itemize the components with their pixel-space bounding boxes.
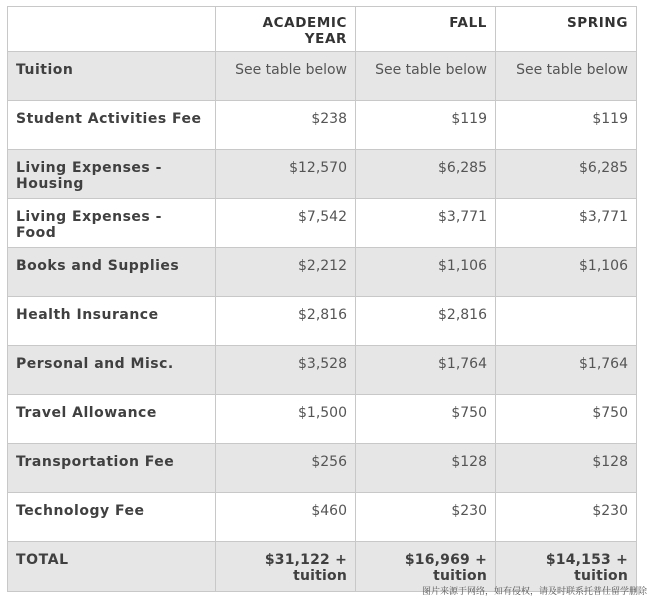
table-row bbox=[8, 395, 637, 444]
cost-table bbox=[7, 6, 637, 592]
table-header-row bbox=[8, 7, 637, 52]
table-row bbox=[8, 297, 637, 346]
header-fall: FALL bbox=[356, 7, 496, 52]
table-row bbox=[8, 493, 637, 542]
spring-cell: $1,106 bbox=[496, 248, 637, 297]
spring-cell: $1,764 bbox=[496, 346, 637, 395]
row-label: Transportation Fee bbox=[8, 444, 216, 493]
table-row bbox=[8, 199, 637, 248]
academic-year-cell: $256 bbox=[216, 444, 356, 493]
total-spring: $14,153 + tuition bbox=[496, 542, 637, 592]
fall-cell: $1,106 bbox=[356, 248, 496, 297]
row-label: Personal and Misc. bbox=[8, 346, 216, 395]
spring-cell bbox=[496, 297, 637, 346]
fall-cell: $3,771 bbox=[356, 199, 496, 248]
row-label: Living Expenses - Food bbox=[8, 199, 216, 248]
header-academic-year: ACADEMIC YEAR bbox=[216, 7, 356, 52]
spring-cell: $6,285 bbox=[496, 150, 637, 199]
spring-cell: $230 bbox=[496, 493, 637, 542]
academic-year-cell: $12,570 bbox=[216, 150, 356, 199]
header-spring: SPRING bbox=[496, 7, 637, 52]
table-row bbox=[8, 248, 637, 297]
academic-year-cell: $3,528 bbox=[216, 346, 356, 395]
fall-cell: $230 bbox=[356, 493, 496, 542]
fall-cell: $750 bbox=[356, 395, 496, 444]
spring-cell: $3,771 bbox=[496, 199, 637, 248]
row-label: Travel Allowance bbox=[8, 395, 216, 444]
fall-cell: $2,816 bbox=[356, 297, 496, 346]
academic-year-cell: $2,212 bbox=[216, 248, 356, 297]
fall-cell: See table below bbox=[356, 52, 496, 101]
total-label: TOTAL bbox=[8, 542, 216, 592]
table-row bbox=[8, 52, 637, 101]
table-row bbox=[8, 346, 637, 395]
header-blank-cell bbox=[8, 7, 216, 52]
spring-cell: $750 bbox=[496, 395, 637, 444]
spring-cell: $119 bbox=[496, 101, 637, 150]
row-label: Student Activities Fee bbox=[8, 101, 216, 150]
table-row bbox=[8, 444, 637, 493]
fall-cell: $128 bbox=[356, 444, 496, 493]
total-academic-year: $31,122 + tuition bbox=[216, 542, 356, 592]
row-label: Books and Supplies bbox=[8, 248, 216, 297]
fall-cell: $1,764 bbox=[356, 346, 496, 395]
fall-cell: $6,285 bbox=[356, 150, 496, 199]
row-label: Health Insurance bbox=[8, 297, 216, 346]
total-fall: $16,969 + tuition bbox=[356, 542, 496, 592]
academic-year-cell: $7,542 bbox=[216, 199, 356, 248]
row-label: Tuition bbox=[8, 52, 216, 101]
table-row bbox=[8, 101, 637, 150]
academic-year-cell: $1,500 bbox=[216, 395, 356, 444]
academic-year-cell: See table below bbox=[216, 52, 356, 101]
row-label: Technology Fee bbox=[8, 493, 216, 542]
spring-cell: See table below bbox=[496, 52, 637, 101]
academic-year-cell: $460 bbox=[216, 493, 356, 542]
academic-year-cell: $2,816 bbox=[216, 297, 356, 346]
watermark-text: 图片来源于网络，如有侵权，请及时联系托普仕留学删除 bbox=[421, 587, 647, 597]
fall-cell: $119 bbox=[356, 101, 496, 150]
row-label: Living Expenses - Housing bbox=[8, 150, 216, 199]
academic-year-cell: $238 bbox=[216, 101, 356, 150]
table-row bbox=[8, 150, 637, 199]
spring-cell: $128 bbox=[496, 444, 637, 493]
